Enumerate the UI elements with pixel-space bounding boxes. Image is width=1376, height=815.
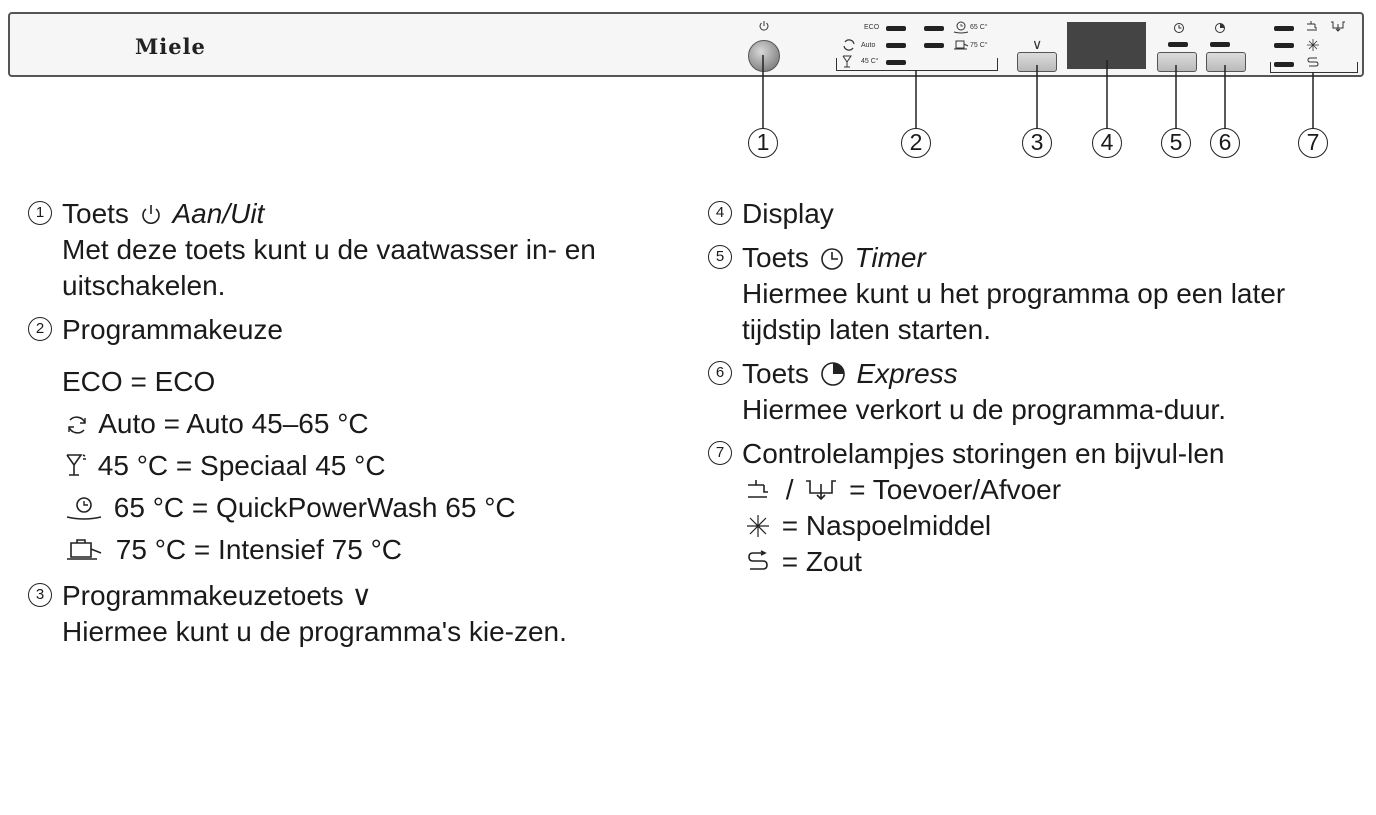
bullet-5: 5 [708, 245, 732, 269]
callout-lines [0, 0, 1376, 200]
bullet-1: 1 [28, 201, 52, 225]
chevron-down-icon: ∨ [1032, 36, 1043, 52]
indicator-row-rinse-aid [742, 508, 1368, 544]
callout-6: 6 [1210, 128, 1240, 158]
program-text-auto: Auto = Auto 45–65 °C [98, 408, 369, 439]
timer-icon [820, 247, 844, 271]
program-row-45 [28, 448, 688, 484]
item1-title: Toets [62, 198, 129, 229]
prog-label-eco: ECO [864, 24, 880, 31]
callout-1: 1 [748, 128, 778, 158]
indicator-sep: / [785, 474, 802, 505]
bullet-7: 7 [708, 441, 732, 465]
express-icon [820, 361, 846, 387]
indicator-text-salt: = Zout [781, 546, 862, 577]
indicator-text-water: = Toevoer/Afvoer [849, 474, 1062, 505]
item6-desc: Hiermee verkort u de programma-duur. [742, 394, 1226, 425]
bullet-3: 3 [28, 583, 52, 607]
item5-title: Toets [742, 242, 809, 273]
bullet-6: 6 [708, 361, 732, 385]
program-text-eco: ECO = ECO [62, 366, 216, 397]
program-row-eco [28, 364, 688, 400]
auto-cycle-icon [65, 413, 89, 437]
legend-item-7 [708, 436, 1368, 580]
prog-label-65: 65 C° [970, 24, 988, 31]
drain-icon [804, 477, 838, 503]
item6-title-italic: Express [856, 358, 958, 389]
legend-left-column [28, 196, 688, 658]
tap-icon [745, 477, 775, 503]
prog-label-75: 75 C° [970, 42, 988, 49]
quickpowerwash-icon [65, 495, 103, 521]
item5-title-italic: Timer [854, 242, 926, 273]
callout-2: 2 [901, 128, 931, 158]
legend-item-1 [28, 196, 688, 304]
rinse-aid-icon [745, 513, 771, 539]
indicator-text-rinse-aid: = Naspoelmiddel [781, 510, 992, 541]
program-row-75 [28, 532, 688, 568]
item2-title: Programmakeuze [62, 314, 283, 345]
indicator-row-salt [742, 544, 1368, 580]
program-row-auto [28, 406, 688, 442]
item3-desc: Hiermee kunt u de programma's kie-zen. [62, 616, 567, 647]
power-icon [140, 203, 162, 227]
indicator-row-water [742, 472, 1368, 508]
glass-icon [65, 453, 87, 479]
item3-title: Programmakeuzetoets ∨ [62, 580, 372, 611]
item1-desc: Met deze toets kunt u de vaatwasser in- en uitschakelen. [62, 234, 596, 301]
callout-5: 5 [1161, 128, 1191, 158]
item1-title-italic: Aan/Uit [172, 198, 265, 229]
program-text-65: 65 °C = QuickPowerWash 65 °C [113, 492, 516, 523]
program-row-65 [28, 490, 688, 526]
item6-title: Toets [742, 358, 809, 389]
bullet-4: 4 [708, 201, 732, 225]
bullet-2: 2 [28, 317, 52, 341]
item7-title: Controlelampjes storingen en bijvul-len [742, 438, 1225, 469]
prog-label-45: 45 C° [861, 58, 879, 65]
legend-item-4 [708, 196, 1368, 232]
pot-icon [65, 537, 105, 563]
legend-item-2 [28, 312, 688, 348]
legend-item-3 [28, 578, 688, 650]
brand-logo: Miele [135, 34, 206, 59]
legend-item-6 [708, 356, 1368, 428]
program-text-45: 45 °C = Speciaal 45 °C [97, 450, 386, 481]
legend-right-column [708, 196, 1368, 588]
program-text-75: 75 °C = Intensief 75 °C [115, 534, 403, 565]
item5-desc: Hiermee kunt u het programma op een later tijdstip laten starten. [742, 278, 1286, 345]
legend-item-5 [708, 240, 1368, 348]
callout-3: 3 [1022, 128, 1052, 158]
item4-title: Display [742, 198, 834, 229]
salt-icon [745, 549, 771, 575]
callout-7: 7 [1298, 128, 1328, 158]
callout-4: 4 [1092, 128, 1122, 158]
prog-label-auto: Auto [861, 42, 876, 49]
